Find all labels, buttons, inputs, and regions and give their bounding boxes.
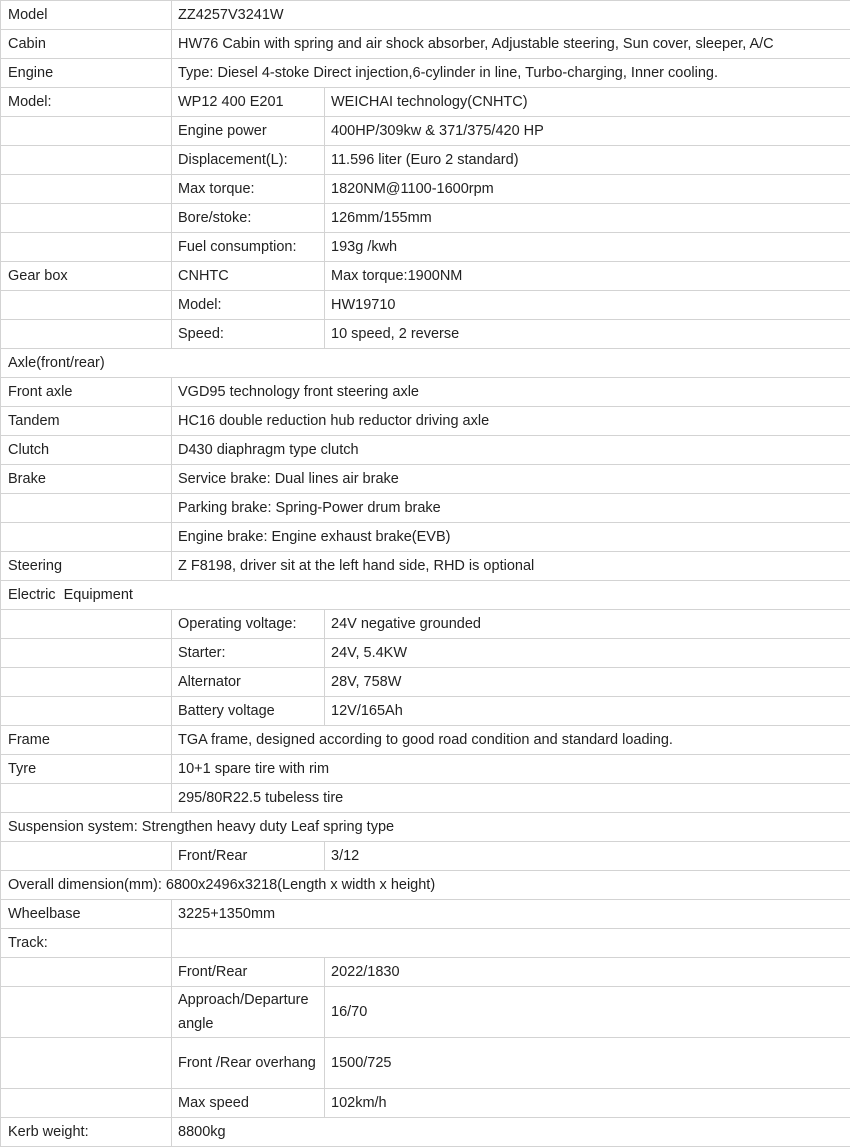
table-row xyxy=(1,349,850,378)
row-sublabel: Starter: xyxy=(172,639,325,668)
table-row xyxy=(1,697,850,726)
table-row xyxy=(1,59,850,88)
row-label xyxy=(1,320,172,349)
row-label xyxy=(1,668,172,697)
row-value xyxy=(172,929,850,958)
row-value: 3/12 xyxy=(325,842,850,871)
row-value: 193g /kwh xyxy=(325,233,850,262)
row-label: Tandem xyxy=(1,407,172,436)
row-label xyxy=(1,958,172,987)
row-value: 1820NM@1100-1600rpm xyxy=(325,175,850,204)
row-label xyxy=(1,494,172,523)
row-value: 102km/h xyxy=(325,1089,850,1118)
table-row xyxy=(1,552,850,581)
table-row xyxy=(1,581,850,610)
row-label xyxy=(1,146,172,175)
table-row xyxy=(1,900,850,929)
table-row xyxy=(1,320,850,349)
table-row xyxy=(1,755,850,784)
table-row xyxy=(1,146,850,175)
row-label xyxy=(1,639,172,668)
row-sublabel: Battery voltage xyxy=(172,697,325,726)
row-label xyxy=(1,175,172,204)
row-sublabel: Max torque: xyxy=(172,175,325,204)
table-row xyxy=(1,436,850,465)
table-row xyxy=(1,117,850,146)
row-sublabel: Displacement(L): xyxy=(172,146,325,175)
row-label xyxy=(1,784,172,813)
row-value: WEICHAI technology(CNHTC) xyxy=(325,88,850,117)
row-value: 400HP/309kw & 371/375/420 HP xyxy=(325,117,850,146)
row-sublabel: Max speed xyxy=(172,1089,325,1118)
row-value: 10 speed, 2 reverse xyxy=(325,320,850,349)
row-label xyxy=(1,697,172,726)
table-row xyxy=(1,523,850,552)
row-label: Model: xyxy=(1,88,172,117)
row-value: 126mm/155mm xyxy=(325,204,850,233)
table-row xyxy=(1,668,850,697)
row-value: TGA frame, designed according to good road condition and standard loading. xyxy=(172,726,850,755)
row-value: Service brake: Dual lines air brake xyxy=(172,465,850,494)
row-label xyxy=(1,842,172,871)
row-label: Wheelbase xyxy=(1,900,172,929)
table-row xyxy=(1,842,850,871)
row-sublabel: Bore/stoke: xyxy=(172,204,325,233)
table-row xyxy=(1,262,850,291)
row-sublabel: Front/Rear xyxy=(172,842,325,871)
row-label xyxy=(1,523,172,552)
row-value: 3225+1350mm xyxy=(172,900,850,929)
section-heading: Overall dimension(mm): 6800x2496x3218(Length x width x height) xyxy=(1,871,850,900)
row-label: Kerb weight: xyxy=(1,1118,172,1147)
row-value: ZZ4257V3241W xyxy=(172,1,850,30)
table-row xyxy=(1,639,850,668)
row-sublabel: Model: xyxy=(172,291,325,320)
row-label xyxy=(1,1089,172,1118)
row-sublabel: Front /Rear overhang xyxy=(172,1038,325,1089)
table-row xyxy=(1,291,850,320)
table-row xyxy=(1,233,850,262)
row-value: 11.596 liter (Euro 2 standard) xyxy=(325,146,850,175)
table-row xyxy=(1,88,850,117)
table-row xyxy=(1,610,850,639)
row-value: HW76 Cabin with spring and air shock absorber, Adjustable steering, Sun cover, sleeper, A/C xyxy=(172,30,850,59)
table-row xyxy=(1,1038,850,1089)
table-row xyxy=(1,30,850,59)
row-label: Steering xyxy=(1,552,172,581)
table-row xyxy=(1,784,850,813)
table-row xyxy=(1,813,850,842)
table-row xyxy=(1,1089,850,1118)
row-label: Front axle xyxy=(1,378,172,407)
row-sublabel: CNHTC xyxy=(172,262,325,291)
row-label: Frame xyxy=(1,726,172,755)
row-value: D430 diaphragm type clutch xyxy=(172,436,850,465)
row-value: 28V, 758W xyxy=(325,668,850,697)
row-value: Parking brake: Spring-Power drum brake xyxy=(172,494,850,523)
row-value: 10+1 spare tire with rim xyxy=(172,755,850,784)
row-value: 295/80R22.5 tubeless tire xyxy=(172,784,850,813)
table-row xyxy=(1,958,850,987)
table-row xyxy=(1,494,850,523)
row-sublabel: Operating voltage: xyxy=(172,610,325,639)
table-row xyxy=(1,204,850,233)
table-row xyxy=(1,1,850,30)
row-label xyxy=(1,233,172,262)
row-label: Brake xyxy=(1,465,172,494)
table-row xyxy=(1,1118,850,1147)
row-value: 1500/725 xyxy=(325,1038,850,1089)
row-label: Engine xyxy=(1,59,172,88)
table-row xyxy=(1,407,850,436)
table-row xyxy=(1,378,850,407)
row-label xyxy=(1,1038,172,1089)
table-row xyxy=(1,987,850,1038)
row-value: 24V negative grounded xyxy=(325,610,850,639)
row-label: Clutch xyxy=(1,436,172,465)
row-label xyxy=(1,987,172,1038)
row-label: Track: xyxy=(1,929,172,958)
row-label xyxy=(1,204,172,233)
row-label: Cabin xyxy=(1,30,172,59)
row-sublabel: Engine power xyxy=(172,117,325,146)
table-row xyxy=(1,871,850,900)
row-sublabel: Alternator xyxy=(172,668,325,697)
row-value: 2022/1830 xyxy=(325,958,850,987)
table-row xyxy=(1,465,850,494)
row-value: Z F8198, driver sit at the left hand side, RHD is optional xyxy=(172,552,850,581)
row-value: Max torque:1900NM xyxy=(325,262,850,291)
row-value: 12V/165Ah xyxy=(325,697,850,726)
row-label xyxy=(1,610,172,639)
row-label: Tyre xyxy=(1,755,172,784)
row-value: 16/70 xyxy=(325,987,850,1038)
row-value: HW19710 xyxy=(325,291,850,320)
table-row xyxy=(1,175,850,204)
row-value: 24V, 5.4KW xyxy=(325,639,850,668)
section-heading: Axle(front/rear) xyxy=(1,349,850,378)
row-value: Type: Diesel 4-stoke Direct injection,6-cylinder in line, Turbo-charging, Inner cooling. xyxy=(172,59,850,88)
row-value: 8800kg xyxy=(172,1118,850,1147)
section-heading: Suspension system: Strengthen heavy duty Leaf spring type xyxy=(1,813,850,842)
row-label: Model xyxy=(1,1,172,30)
row-value: HC16 double reduction hub reductor driving axle xyxy=(172,407,850,436)
row-value: VGD95 technology front steering axle xyxy=(172,378,850,407)
row-value: Engine brake: Engine exhaust brake(EVB) xyxy=(172,523,850,552)
row-sublabel: Fuel consumption: xyxy=(172,233,325,262)
row-label: Gear box xyxy=(1,262,172,291)
table-row xyxy=(1,726,850,755)
row-sublabel: Approach/Departure angle xyxy=(172,987,325,1038)
row-label xyxy=(1,291,172,320)
row-sublabel: Speed: xyxy=(172,320,325,349)
section-heading: Electric Equipment xyxy=(1,581,850,610)
row-sublabel: Front/Rear xyxy=(172,958,325,987)
row-sublabel: WP12 400 E201 xyxy=(172,88,325,117)
table-row xyxy=(1,929,850,958)
row-label xyxy=(1,117,172,146)
